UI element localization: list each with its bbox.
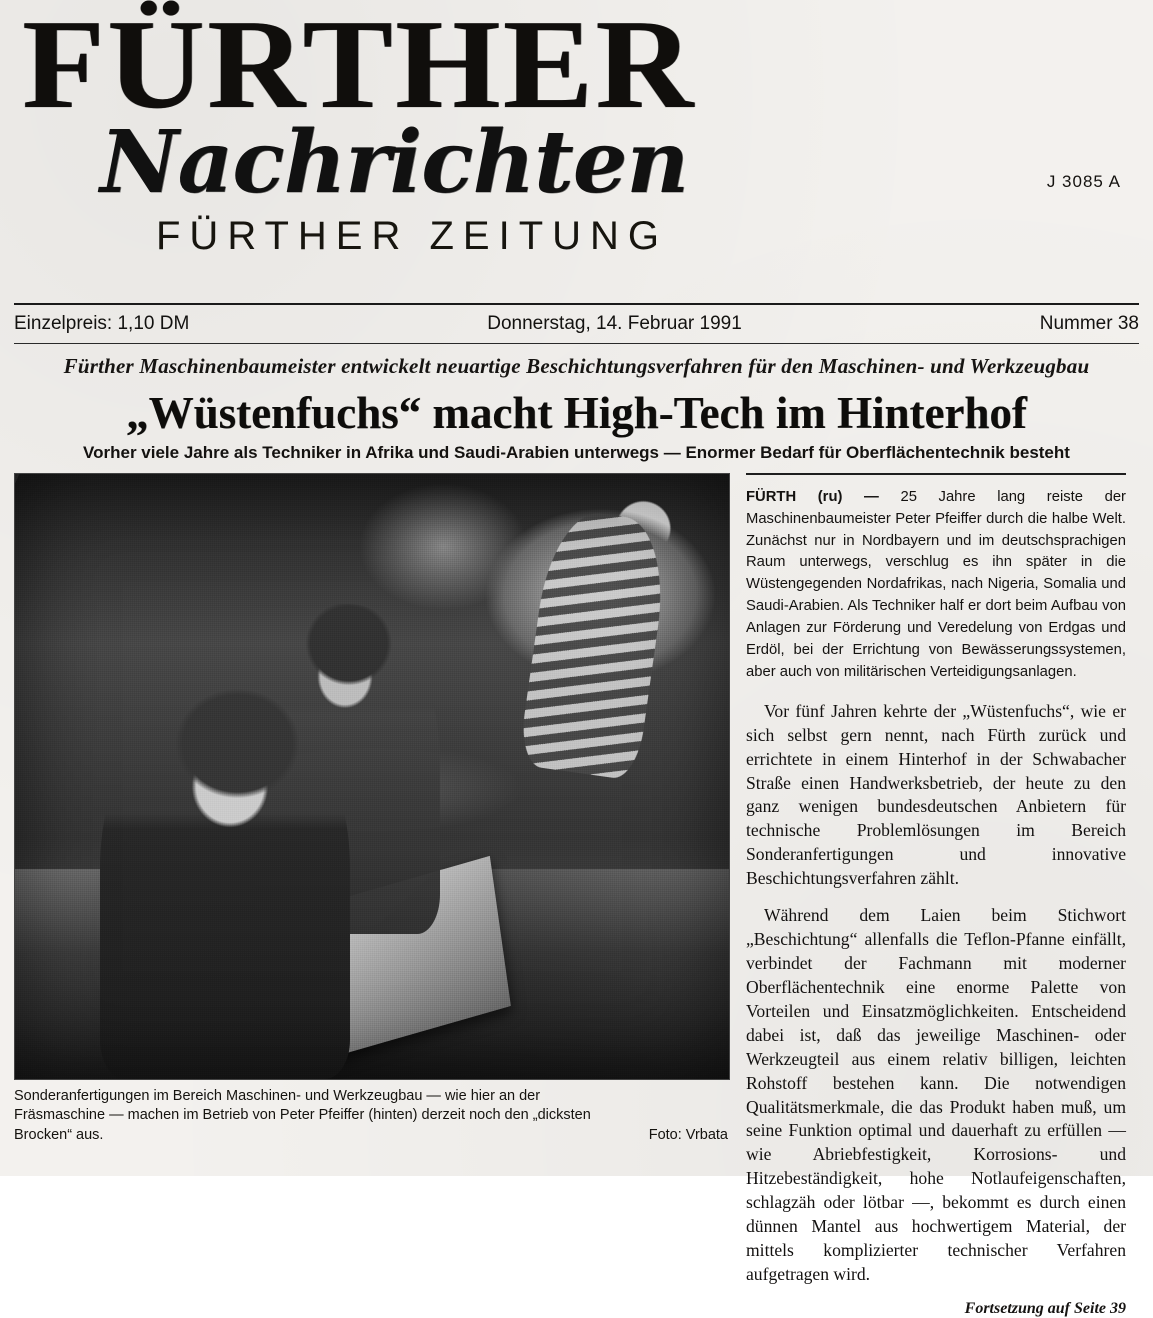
article-lead: [746, 487, 1126, 684]
article-dateline: FÜRTH (ru) —: [746, 488, 879, 505]
photo-credit: Foto: Vrbata: [648, 1126, 728, 1143]
text-column: [746, 473, 1126, 1318]
article-paragraph-1: Vor fünf Jahren kehrte der „Wüstenfuchs“, wie er sich selbst gern nennt, nach Fürth zurück und errichtete in einem Hinterhof in der Schwabacher Straße einen Handwerksbetrieb, der heute zu den ganz wenigen bundesdeutschen Anbietern für technische Problemlösungen im Bereich Sonderanfertigungen und innovative Beschichtungsverfahren zählt.: [746, 700, 1126, 889]
issue-number: Nummer 38: [1039, 312, 1139, 334]
photo-column: [14, 473, 728, 1146]
photo-caption-text: Sonderanfertigungen im Bereich Maschinen- und Werkzeugbau — wie hier an der Fräsmaschine — machen im Betrieb von Peter Pfeiffer (hinten) derzeit noch den „dicksten Brocken“ aus.: [14, 1087, 591, 1143]
masthead-title: FÜRTHER: [22, 0, 696, 135]
photo-vignette: [15, 474, 729, 1079]
article-subhead: Vorher viele Jahre als Techniker in Afrika und Saudi-Arabien unterwegs — Enormer Bedarf für Oberflächentechnik besteht: [83, 442, 1070, 462]
article-continuation: Fortsetzung auf Seite 39: [964, 1299, 1126, 1317]
photo-caption: [14, 1087, 728, 1146]
issue-date: Donnerstag, 14. Februar 1991: [487, 312, 742, 334]
masthead-script-title: Nachrichten: [100, 111, 689, 213]
article-lead-text: 25 Jahre lang reiste der Maschinenbaumeister Peter Pfeiffer durch die halbe Welt. Zunächst nur in Nordbayern und im deutschsprachigen Raum unterwegs, verschlug es ihn später in die Wüstengegenden Nordafrikas, nach Nigeria, Somalia und Saudi-Arabien. Als Techniker half er dort beim Aufbau von Anlagen zur Förderung und Veredelung von Erdgas und Erdöl, bei der Errichtung von Bewässerungssystemen, aber auch von militärischen Verteidigungsanlagen.: [746, 488, 1126, 680]
text-column-divider: [746, 473, 1126, 475]
article-body: [8, 473, 1145, 1318]
article-kicker: Fürther Maschinenbaumeister entwickelt neuartige Beschichtungsverfahren für den Maschinen- und Werkzeugbau: [63, 353, 1090, 378]
article-paragraph-2: Während dem Laien beim Stichwort „Beschichtung“ allenfalls die Teflon-Pfanne einfällt, verbindet der Fachmann mit moderner Oberflächentechnik eine enorme Palette von Vorteilen und Einsatzmöglichkeiten. Entscheidend dabei ist, daß das jeweilige Maschinen- oder Werkzeugteil aus einem relativ billigen, leichten Rohstoff bestehen kann. Die notwendigen Qualitätsmerkmale, die das Produkt haben muß, um seine Funktion optimal und dauerhaft zu erfüllen — wie Abriebfestigkeit, Korrosions- und Hitzebeständigkeit, hohe Notlaufeigenschaften, schlagzäh oder lötbar —, bekommt es durch einen dünnen Mantel aus hochwertigem Material, der mittels komplizierter technischer Verfahren aufgetragen wird.: [746, 905, 1126, 1284]
publication-code: J 3085 A: [1046, 172, 1121, 191]
masthead: [8, 0, 1145, 259]
article-photo: [14, 473, 730, 1080]
article-headline: „Wüstenfuchs“ macht High-Tech im Hinterhof: [126, 387, 1027, 438]
masthead-subtitle: FÜRTHER ZEITUNG: [156, 213, 669, 258]
info-bar-divider: [14, 343, 1139, 344]
info-bar: [8, 305, 1145, 337]
issue-price: Einzelpreis: 1,10 DM: [14, 312, 190, 334]
